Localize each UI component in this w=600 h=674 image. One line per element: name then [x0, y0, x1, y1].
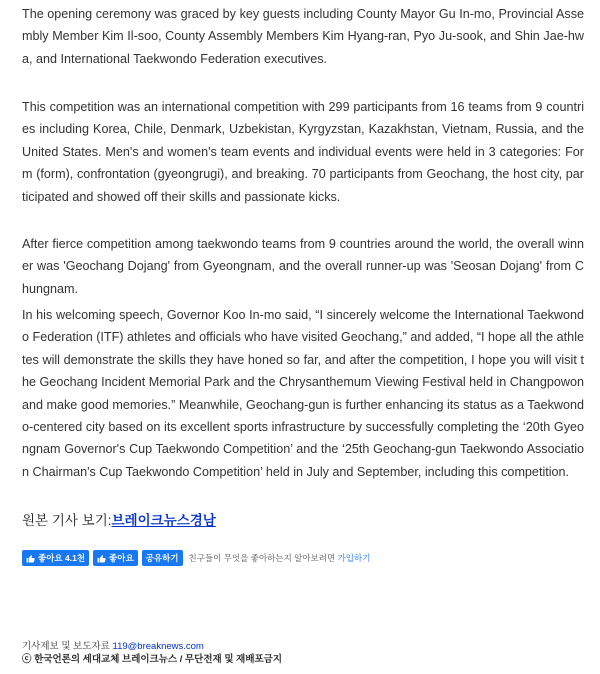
- report-line: [22, 640, 282, 653]
- report-label: 기사제보 및 보도자료: [22, 641, 110, 652]
- facebook-like-button[interactable]: [93, 550, 138, 566]
- original-article-source: [22, 509, 216, 529]
- article-paragraph-1: The opening ceremony was graced by key guests including County Mayor Gu In-mo, Provincial Assembly Member Kim Il-soo, County Assembly Members Kim Hyang-ran, Pyo Ju-sook, and Shin Jae-hwa, and International Taekwondo Federation executives.: [22, 7, 584, 66]
- facebook-share-button[interactable]: [142, 550, 183, 566]
- share-label: 공유하기: [145, 553, 179, 563]
- like-count-label: 좋아요 4.1천: [38, 553, 86, 563]
- article-paragraph-4: In his welcoming speech, Governor Koo In-mo said, “I sincerely welcome the International Taekwondo Federation (ITF) athletes and officials who have visited Geochang,” and added, “I hope all the athletes will demonstrate the skills they have honed so far, and after the competition, I hope you will visit the Geochang Incident Memorial Park and the Chrysanthemum Viewing Festival held in Changpowon and make good memories.” Meanwhile, Geochang-gun is further enhancing its status as a Taekwondo-centered city based on its excellent sports infrastructure by successfully completing the ‘20th Gyeongnam Governor's Cup Taekwondo Competition’ and the ‘25th Geochang-gun Taekwondo Association Chairman's Cup Taekwondo Competition’ held in July and September, including this competition.: [22, 308, 584, 479]
- page-footer: [22, 640, 282, 666]
- facebook-social-bar: [22, 550, 370, 566]
- report-email-link[interactable]: 119@breaknews.com: [112, 641, 204, 652]
- article-paragraph-2: This competition was an international competition with 299 participants from 16 teams from 9 countries including Korea, Chile, Denmark, Uzbekistan, Kyrgyzstan, Kazakhstan, Vietnam, Russia, and the United States. Men's and women's team events and individual events were held in 3 categories: Form (form), confrontation (gyeongrugi), and breaking. 70 participants from Geochang, the host city, participated and showed off their skills and passionate kicks.: [22, 100, 584, 204]
- thumbs-up-icon: [26, 554, 35, 563]
- social-note-text: 친구들이 무엇을 좋아하는지 알아보려면: [188, 553, 336, 563]
- copyright-notice: ⓒ 한국언론의 세대교체 브레이크뉴스 / 무단전재 및 재배포금지: [22, 654, 283, 665]
- thumbs-up-icon: [97, 554, 106, 563]
- article-paragraph-3: After fierce competition among taekwondo teams from 9 countries around the world, the overall winner was 'Geochang Dojang' from Gyeongnam, and the overall runner-up was 'Seosan Dojang' from Chungnam.: [22, 237, 584, 296]
- facebook-like-count-button[interactable]: [22, 550, 89, 566]
- source-label: 원본 기사 보기:: [22, 513, 112, 528]
- like-label: 좋아요: [109, 553, 134, 563]
- signup-link[interactable]: 가입하기: [337, 553, 371, 563]
- facebook-signup-note: [189, 552, 371, 564]
- source-link[interactable]: 브레이크뉴스경남: [111, 513, 216, 528]
